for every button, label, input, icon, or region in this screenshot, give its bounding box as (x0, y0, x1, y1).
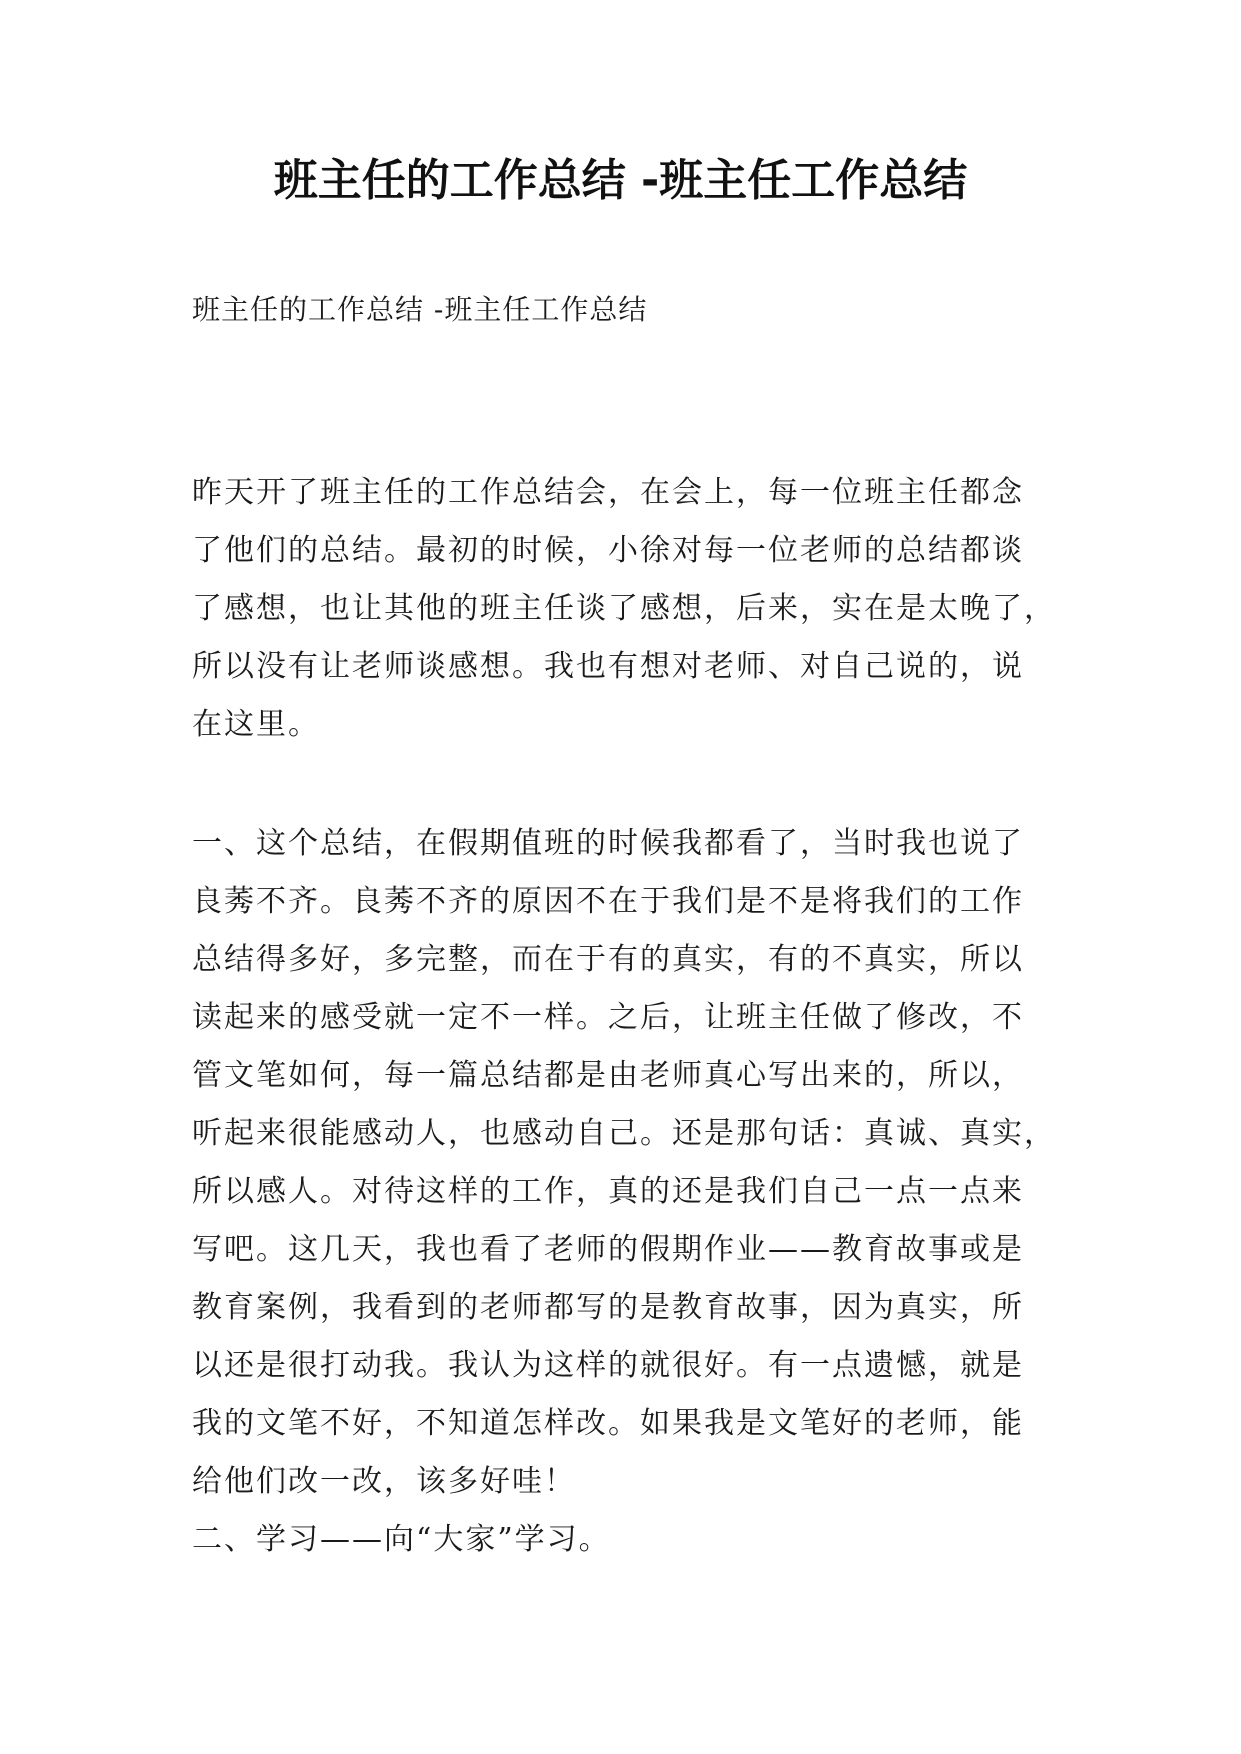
paragraph-line: 读起来的感受就一定不一样。之后，让班主任做了修改，不 (192, 1000, 1024, 1035)
section-heading-two: 二、学习——向“大家”学习。 (192, 1522, 611, 1557)
paragraph-line: 我的文笔不好，不知道怎样改。如果我是文笔好的老师，能 (192, 1406, 1024, 1441)
paragraph-line: 总结得多好，多完整，而在于有的真实，有的不真实，所以 (192, 942, 1024, 977)
paragraph-line: 管文笔如何，每一篇总结都是由老师真心写出来的，所以， (192, 1058, 1024, 1093)
paragraph-line: 良莠不齐。良莠不齐的原因不在于我们是不是将我们的工作 (192, 884, 1024, 919)
paragraph-line: 所以没有让老师谈感想。我也有想对老师、对自己说的，说 (192, 649, 1024, 684)
paragraph-line: 昨天开了班主任的工作总结会，在会上，每一位班主任都念 (192, 475, 1024, 510)
paragraph-line: 听起来很能感动人，也感动自己。还是那句话：真诚、真实， (192, 1116, 1056, 1151)
document-title: 班主任的工作总结 -班主任工作总结 (273, 155, 968, 206)
paragraph-line: 以还是很打动我。我认为这样的就很好。有一点遗憾，就是 (192, 1348, 1024, 1383)
paragraph-line: 写吧。这几天，我也看了老师的假期作业——教育故事或是 (192, 1232, 1024, 1267)
paragraph-intro (192, 464, 1058, 754)
paragraph-section-one (192, 815, 1058, 1569)
paragraph-line: 给他们改一改，该多好哇！ (192, 1464, 576, 1499)
document-subtitle: 班主任的工作总结 -班主任工作总结 (192, 293, 648, 326)
paragraph-line: 所以感人。对待这样的工作，真的还是我们自己一点一点来 (192, 1174, 1024, 1209)
paragraph-line: 教育案例，我看到的老师都写的是教育故事，因为真实，所 (192, 1290, 1024, 1325)
paragraph-line: 了他们的总结。最初的时候，小徐对每一位老师的总结都谈 (192, 533, 1024, 568)
paragraph-line: 了感想，也让其他的班主任谈了感想，后来，实在是太晚了， (192, 591, 1056, 626)
paragraph-line: 在这里。 (192, 707, 320, 742)
paragraph-line: 一、这个总结，在假期值班的时候我都看了，当时我也说了 (192, 826, 1024, 861)
